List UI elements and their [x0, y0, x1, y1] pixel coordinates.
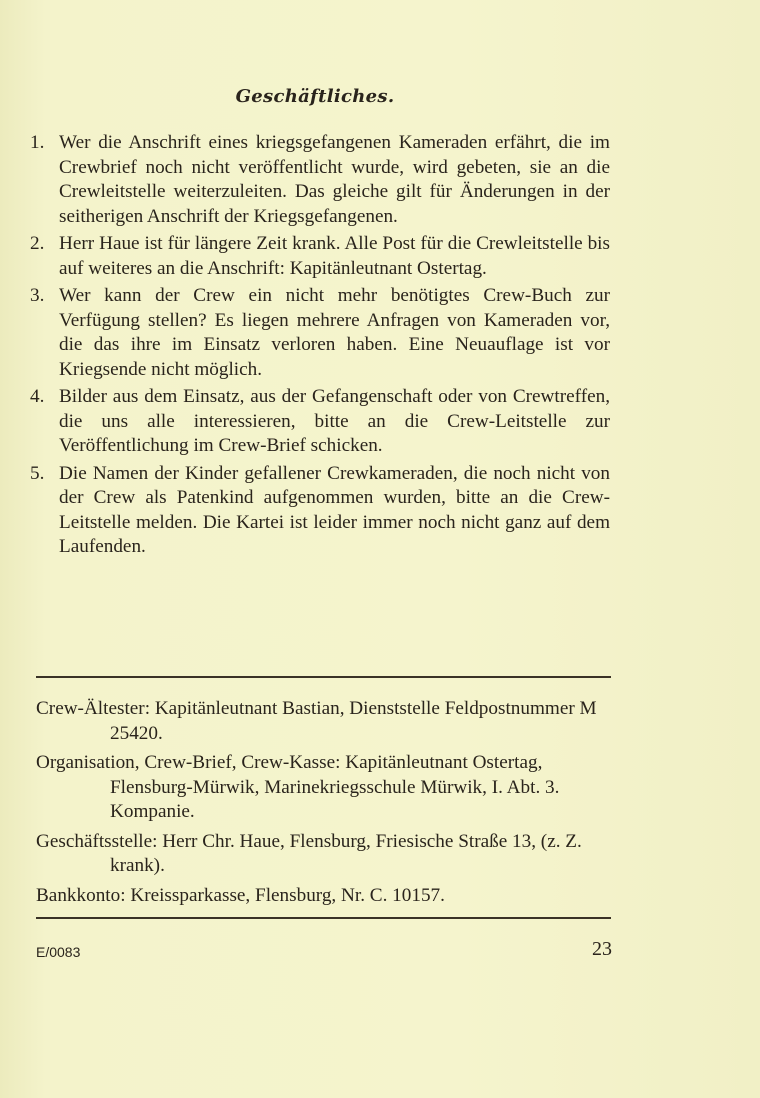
contact-entry-eldest: Crew-Ältester: Kapitänleutnant Bastian, Dienststelle Feldpostnummer M 25420.	[36, 698, 597, 744]
notice-number: 5.	[30, 462, 45, 484]
notice-list	[30, 131, 610, 563]
archive-id: E/0083	[36, 944, 81, 960]
contact-entry-office: Geschäftsstelle: Herr Chr. Haue, Flensburg, Friesische Straße 13, (z. Z. krank).	[36, 830, 582, 876]
contact-entry-organisation: Organisation, Crew-Brief, Crew-Kasse: Kapitänleutnant Ostertag, Flensburg-Mürwik, Marinekriegsschule Mürwik, I. Abt. 3. Kompanie.	[36, 752, 560, 822]
notice-item-5	[30, 462, 610, 560]
notice-text: Wer die Anschrift eines kriegsgefangenen Kameraden erfährt, die im Crewbrief noch nicht veröffentlicht wurde, wird gebeten, sie an die Crewleitstelle weiterzuleiten. Das gleiche gilt für Änderungen in der seitherigen Anschrift der Kriegsgefangenen.	[59, 132, 610, 227]
notice-item-4	[30, 385, 610, 459]
page-number: 23	[592, 938, 612, 960]
notice-text: Bilder aus dem Einsatz, aus der Gefangenschaft oder von Crewtreffen, die uns alle interessieren, bitte an die Crew-Leitstelle zur Veröffentlichung im Crew-Brief schicken.	[59, 386, 610, 456]
notice-number: 1.	[30, 132, 45, 153]
bottom-divider	[36, 917, 611, 919]
contact-entry-bank: Bankkonto: Kreissparkasse, Flensburg, Nr. C. 10157.	[36, 884, 445, 906]
page-heading: Geschäftliches.	[235, 86, 395, 107]
notice-text: Wer kann der Crew ein nicht mehr benötigtes Crew-Buch zur Verfügung stellen? Es liegen mehrere Anfragen von Kameraden vor, die das ihre im Einsatz verloren haben. Eine Neuauflage ist vor Kriegsende nicht möglich.	[59, 285, 610, 380]
notice-item-3	[30, 284, 610, 382]
notice-item-2	[30, 232, 610, 281]
contact-block	[36, 697, 616, 913]
notice-number: 4.	[30, 386, 45, 407]
notice-number: 3.	[30, 285, 45, 306]
notice-number: 2.	[30, 233, 45, 254]
notice-text: Herr Haue ist für längere Zeit krank. Alle Post für die Crewleitstelle bis auf weiteres an die Anschrift: Kapitänleutnant Ostertag.	[59, 233, 610, 279]
notice-text: Die Namen der Kinder gefallener Crewkameraden, die noch nicht von der Crew als Patenkind aufgenommen wurden, bitte an die Crew-Leitstelle melden. Die Kartei ist leider immer noch nicht ganz auf dem Laufenden.	[59, 462, 610, 557]
notice-item-1	[30, 131, 610, 229]
top-divider	[36, 676, 611, 678]
